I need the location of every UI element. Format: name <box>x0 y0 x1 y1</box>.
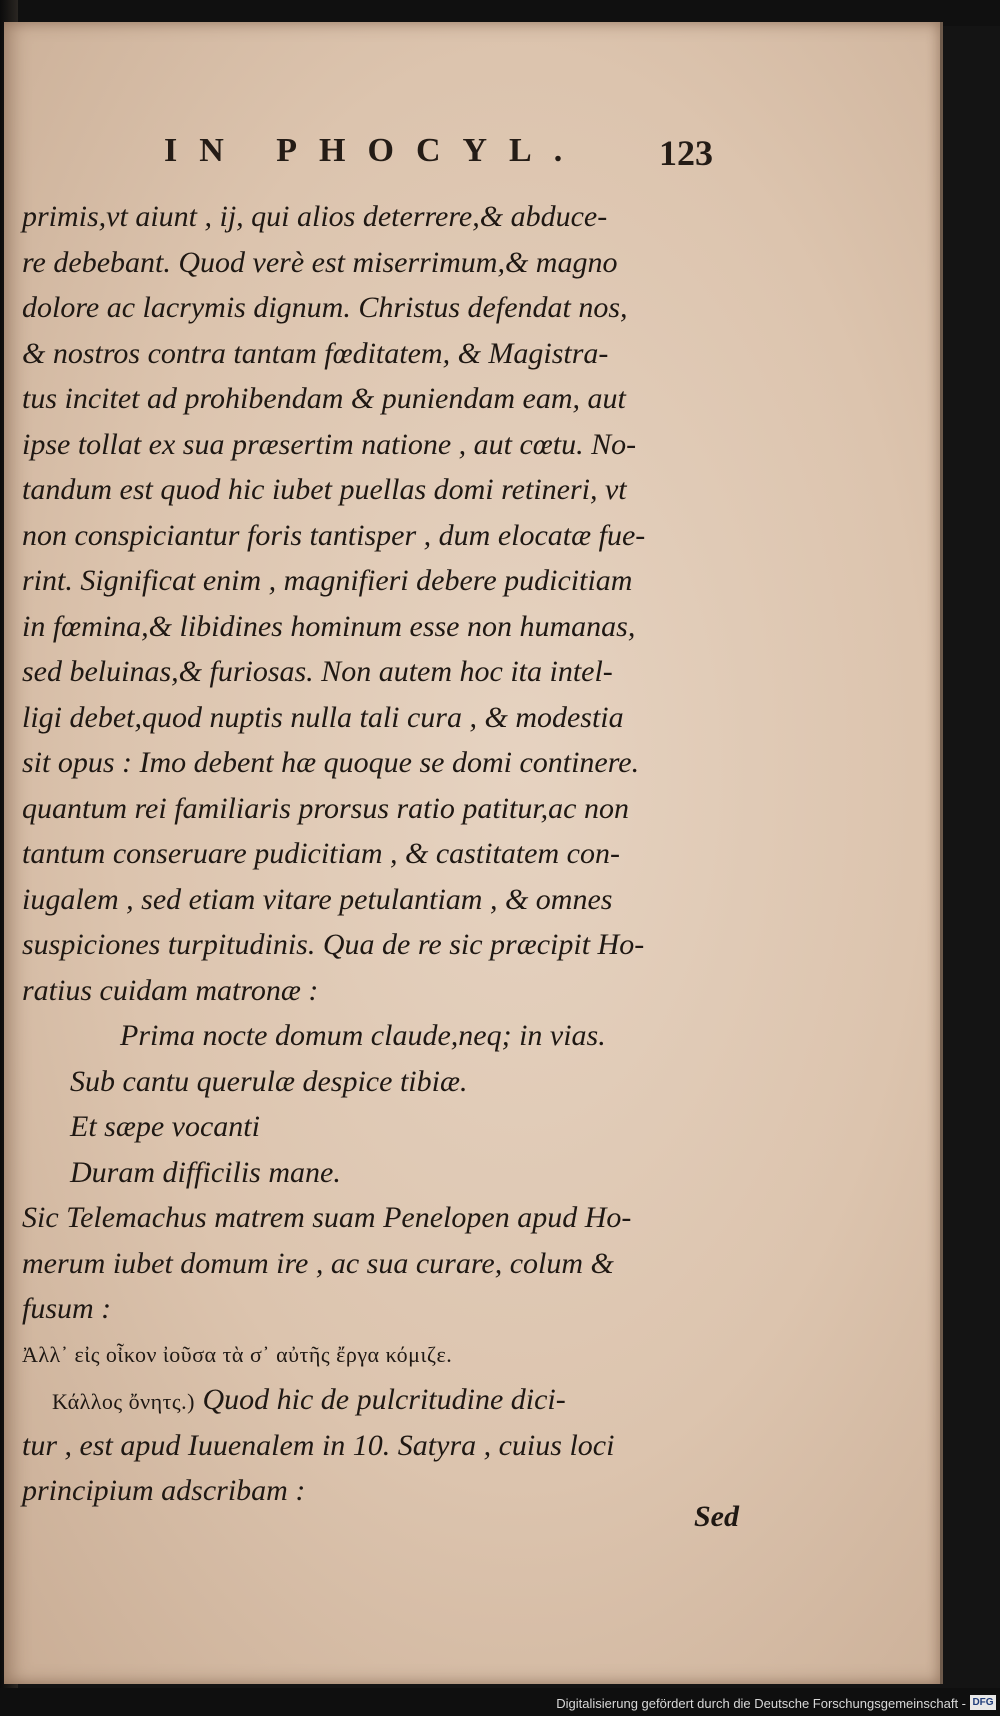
text-line: ratius cuidam matronæ : <box>22 973 319 1007</box>
text-line: dolore ac lacrymis dignum. Christus defendat nos, <box>22 291 628 324</box>
dfg-logo: DFG <box>970 1695 996 1710</box>
text-line: primis,vt aiunt , ij, qui alios deterrere,& abduce- <box>22 200 608 233</box>
text-line: tandum est quod hic iubet puellas domi retineri, vt <box>22 473 627 506</box>
text-line: tantum conseruare pudicitiam , & castitatem con- <box>22 837 620 870</box>
text-line: fusum : <box>22 1292 112 1325</box>
text-line: tus incitet ad prohibendam & puniendam eam, aut <box>22 382 626 415</box>
text-line: quantum rei familiaris prorsus ratio patitur,ac non <box>22 791 630 825</box>
verse-line: Duram difficilis mane. <box>70 1155 341 1189</box>
verse-line: Sub cantu querulæ despice tibiæ. <box>70 1064 468 1098</box>
text-line: suspiciones turpitudinis. Qua de re sic præcipit Ho- <box>22 928 645 961</box>
digitization-credit: Digitalisierung gefördert durch die Deutsche Forschungsgemeinschaft - <box>556 1696 966 1711</box>
verse-line: Et sæpe vocanti <box>70 1110 260 1143</box>
text-line: merum iubet domum ire , ac sua curare, colum & <box>22 1246 614 1280</box>
lemma-text: Quod hic de pulcritudine dici- <box>202 1383 566 1416</box>
text-line: re debebant. Quod verè est miserrimum,& magno <box>22 245 618 279</box>
lemma-line <box>22 1377 757 1423</box>
lemma-greek: Κάλλος ὄνητς.) <box>52 1389 195 1414</box>
text-line: principium adscribam : <box>22 1474 306 1507</box>
text-line: non conspiciantur foris tantisper , dum elocatæ fue- <box>22 518 646 552</box>
catchword: Sed <box>694 1500 739 1533</box>
text-line: Sic Telemachus matrem suam Penelopen apud Ho- <box>22 1201 632 1234</box>
running-head: IN PHOCYL. <box>164 132 585 169</box>
text-line: ligi debet,quod nuptis nulla tali cura , & modestia <box>22 700 624 734</box>
text-line: sed beluinas,& furiosas. Non autem hoc ita intel- <box>22 655 613 688</box>
text-line: iugalem , sed etiam vitare petulantiam , & omnes <box>22 882 613 916</box>
greek-quotation: Ἀλλ᾽ εἰς οἶκον ἰοῦσα τὰ σ᾽ αὐτῆς ἔργα κόμιζε. <box>22 1341 453 1367</box>
text-line: sit opus : Imo debent hæ quoque se domi continere. <box>22 746 640 779</box>
page-header <box>4 132 940 182</box>
text-line: rint. Significat enim , magnifieri debere pudicitiam <box>22 564 633 597</box>
text-line: tur , est apud Iuuenalem in 10. Satyra , cuius loci <box>22 1428 615 1462</box>
book-page <box>4 22 943 1684</box>
text-line: ipse tollat ex sua præsertim natione , aut cœtu. No- <box>22 427 637 461</box>
text-line: in fœmina,& libidines hominum esse non humanas, <box>22 609 636 643</box>
main-text-block <box>22 194 757 1514</box>
page-number: 123 <box>659 133 713 173</box>
verse-line: Prima nocte domum claude,neq; in vias. <box>120 1019 606 1052</box>
text-line: & nostros contra tantam fœditatem, & Magistra- <box>22 336 609 370</box>
